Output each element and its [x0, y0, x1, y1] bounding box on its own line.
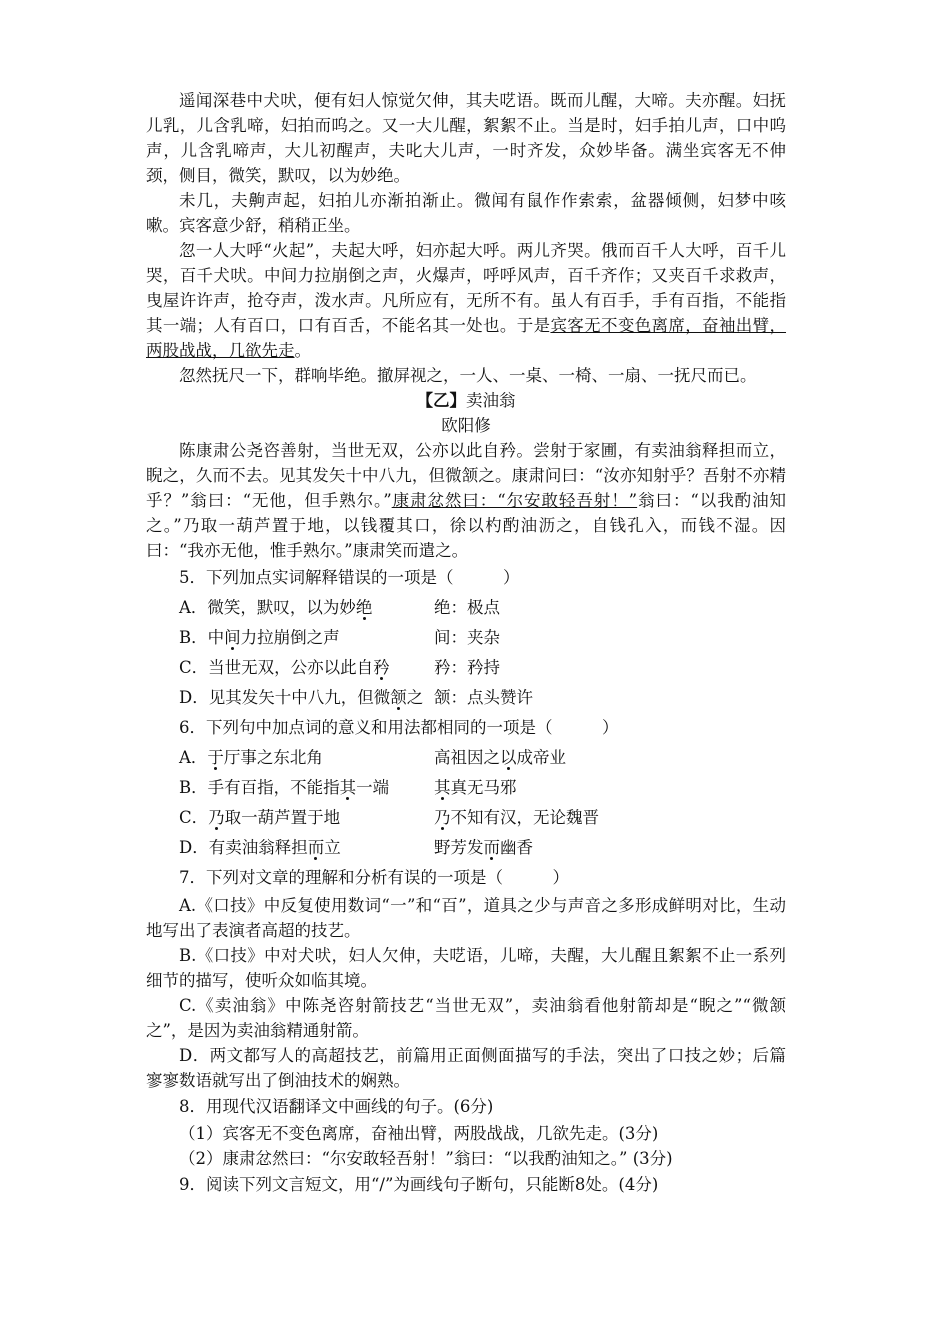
q6-c-right-dotted: 乃: [434, 808, 451, 827]
q6-c-post: 取一葫芦置于地: [224, 808, 341, 827]
q6-c-text: C．: [179, 808, 209, 827]
jia-paragraph-3: [146, 238, 786, 363]
q5-a-answer: 绝：极点: [434, 598, 500, 617]
q7-option-a: A.《口技》中反复使用数词“一”和“百”，道具之少与声音之多形成鲜明对比，生动地写出了表演者高超的技艺。: [146, 896, 786, 940]
q9-stem: 9．阅读下列文言短文，用“/”为画线句子断句，只能断8处。(4分): [179, 1175, 659, 1194]
q5-b-dotted: 间: [224, 628, 241, 647]
q5-a-dotted: 绝: [355, 598, 373, 617]
q6-option-b: [146, 773, 786, 803]
content: [146, 88, 786, 1199]
q6-d-right-dotted: 而: [483, 838, 500, 857]
q7-option-d: D．两文都写人的高超技艺，前篇用正面侧面描写的手法，突出了口技之妙；后篇寥寥数语就写出了倒油技术的娴熟。: [146, 1046, 786, 1090]
q7-stem: 7．下列对文章的理解和分析有误的一项是（ ）: [179, 868, 569, 887]
q6-a-dotted: 于: [207, 748, 224, 767]
q6-d-dotted: 而: [307, 838, 325, 857]
yi-p1-text-a: 陈康肃公尧咨善射，当世无双，公亦以此自矜。尝射于家圃，有卖油翁释担而立，睨之，久而不去。见其发矢十中八九，但微颔之。康肃问曰：“汝亦知射乎？吾射不亦精乎？”翁曰：“无他，但手熟尔。”: [146, 441, 786, 510]
q7-option-c: C.《卖油翁》中陈尧咨射箭技艺“当世无双”，卖油翁看他射箭却是“睨之”“微颔之”，是因为卖油翁精通射箭。: [146, 996, 786, 1040]
q5-b-text: B．中: [179, 628, 225, 647]
q6-d-post: 立: [324, 838, 341, 857]
q5-b-post: 力拉崩倒之声: [240, 628, 340, 647]
q6-option-c: [146, 803, 786, 833]
q6-b-dotted: 其: [339, 778, 357, 797]
q5-stem: 5．下列加点实词解释错误的一项是（ ）: [179, 568, 520, 587]
q5-c-text: C．当世无双，公亦以此自: [179, 658, 374, 677]
q5-d-dotted: 颔: [390, 688, 407, 707]
q5-d-text: D．见其发矢十中八九，但微: [179, 688, 391, 707]
q6-a-right-dotted: 以: [500, 748, 517, 767]
q8-stem: 8．用现代汉语翻译文中画线的句子。(6分): [179, 1097, 494, 1116]
underlined-sentence-1: 宾客无不变色离席，奋袖出臂，两股战战，几欲先走: [146, 316, 787, 360]
jia-paragraph-1: 遥闻深巷中犬吠，便有妇人惊觉欠伸，其夫呓语。既而儿醒，大啼。夫亦醒。妇抚儿乳，儿含乳啼，妇拍而呜之。又一大儿醒，絮絮不止。当是时，妇手拍儿声，口中呜声，儿含乳啼声，大儿初醒声，夫叱大儿声，一时齐发，众妙毕备。满坐宾客无不伸颈，侧目，微笑，默叹，以为妙绝。: [146, 91, 786, 185]
jia-p3-text: 忽一人大呼“火起”，夫起大呼，妇亦起大呼。两儿齐哭。俄而百千人大呼，百千儿哭，百千犬吠。中间力拉崩倒之声，火爆声，呼呼风声，百千齐作；又夹百千求救声，曳屋许许声，抢夺声，泼水声。凡所应有，无所不有。虽人有百手，手有百指，不能指其一端；人有百口，口有百舌，不能名其一处也。于是: [146, 241, 786, 335]
q6-d-right-text: 野芳发: [434, 838, 484, 857]
q5-c-answer: 矜：矜持: [434, 658, 500, 677]
q6-a-text: A．: [179, 748, 208, 767]
jia-paragraph-2: 未几，夫齁声起，妇拍儿亦渐拍渐止。微闻有鼠作作索索，盆器倾侧，妇梦中咳嗽。宾客意少舒，稍稍正坐。: [146, 191, 786, 235]
q5-b-answer: 间：夹杂: [434, 628, 500, 647]
q5-option-c: [146, 653, 786, 683]
q6-option-d: [146, 833, 786, 863]
q8-sub-1: （1）宾客无不变色离席，奋袖出臂，两股战战，几欲先走。(3分): [179, 1124, 659, 1143]
q6-a-right-post: 成帝业: [516, 748, 566, 767]
q8-sub-2: （2）康肃忿然曰：“尔安敢轻吾射！”翁曰：“以我酌油知之。” (3分): [179, 1149, 673, 1168]
yi-paragraph-1: [146, 438, 786, 563]
yi-title: [146, 388, 786, 413]
q6-d-right-post: 幽香: [500, 838, 533, 857]
q6-b-text: B．手有百指，不能指: [179, 778, 340, 797]
q6-c-right-post: 不知有汉，无论魏晋: [450, 808, 599, 827]
yi-author: 欧阳修: [441, 416, 491, 435]
q6-a-post: 厅事之东北角: [223, 748, 323, 767]
q6-stem: 6．下列句中加点词的意义和用法都相同的一项是（ ）: [179, 718, 619, 737]
q6-b-right-post: 真无马邪: [450, 778, 517, 797]
q5-option-a: [146, 593, 786, 623]
yi-p1-text-b: 翁曰：“以我酌油知之。”乃取一葫芦置于地，以钱覆其口，徐以杓酌油沥之，自钱孔入，而钱不湿。因曰：“我亦无他，惟手熟尔。”康肃笑而遣之。: [146, 491, 787, 560]
yi-title-mark: 【乙】: [416, 391, 466, 410]
q5-d-post: 之: [406, 688, 424, 707]
q5-d-answer: 颔：点头赞许: [434, 688, 533, 707]
q6-c-dotted: 乃: [208, 808, 225, 827]
q6-d-text: D．有卖油翁释担: [179, 838, 308, 857]
q6-option-a: [146, 743, 786, 773]
q7-option-b: B.《口技》中对犬吠，妇人欠伸，夫呓语，儿啼，夫醒，大儿醒且絮絮不止一系列细节的描写，使听众如临其境。: [146, 946, 786, 990]
yi-title-text: 卖油翁: [466, 391, 516, 410]
jia-p3-end: 。: [294, 341, 311, 360]
q5-c-dotted: 矜: [373, 658, 390, 677]
q6-b-right-dotted: 其: [434, 778, 451, 797]
underlined-sentence-2: 康肃忿然曰：“尔安敢轻吾射！”: [391, 491, 638, 510]
q5-option-d: [146, 683, 786, 713]
jia-paragraph-4: 忽然抚尺一下，群响毕绝。撤屏视之，一人、一桌、一椅、一扇、一抚尺而已。: [179, 366, 757, 385]
q6-a-right-text: 高祖因之: [434, 748, 500, 767]
q5-option-b: [146, 623, 786, 653]
q6-b-post: 一端: [356, 778, 390, 797]
q5-a-text: A．微笑，默叹，以为妙: [179, 598, 356, 617]
